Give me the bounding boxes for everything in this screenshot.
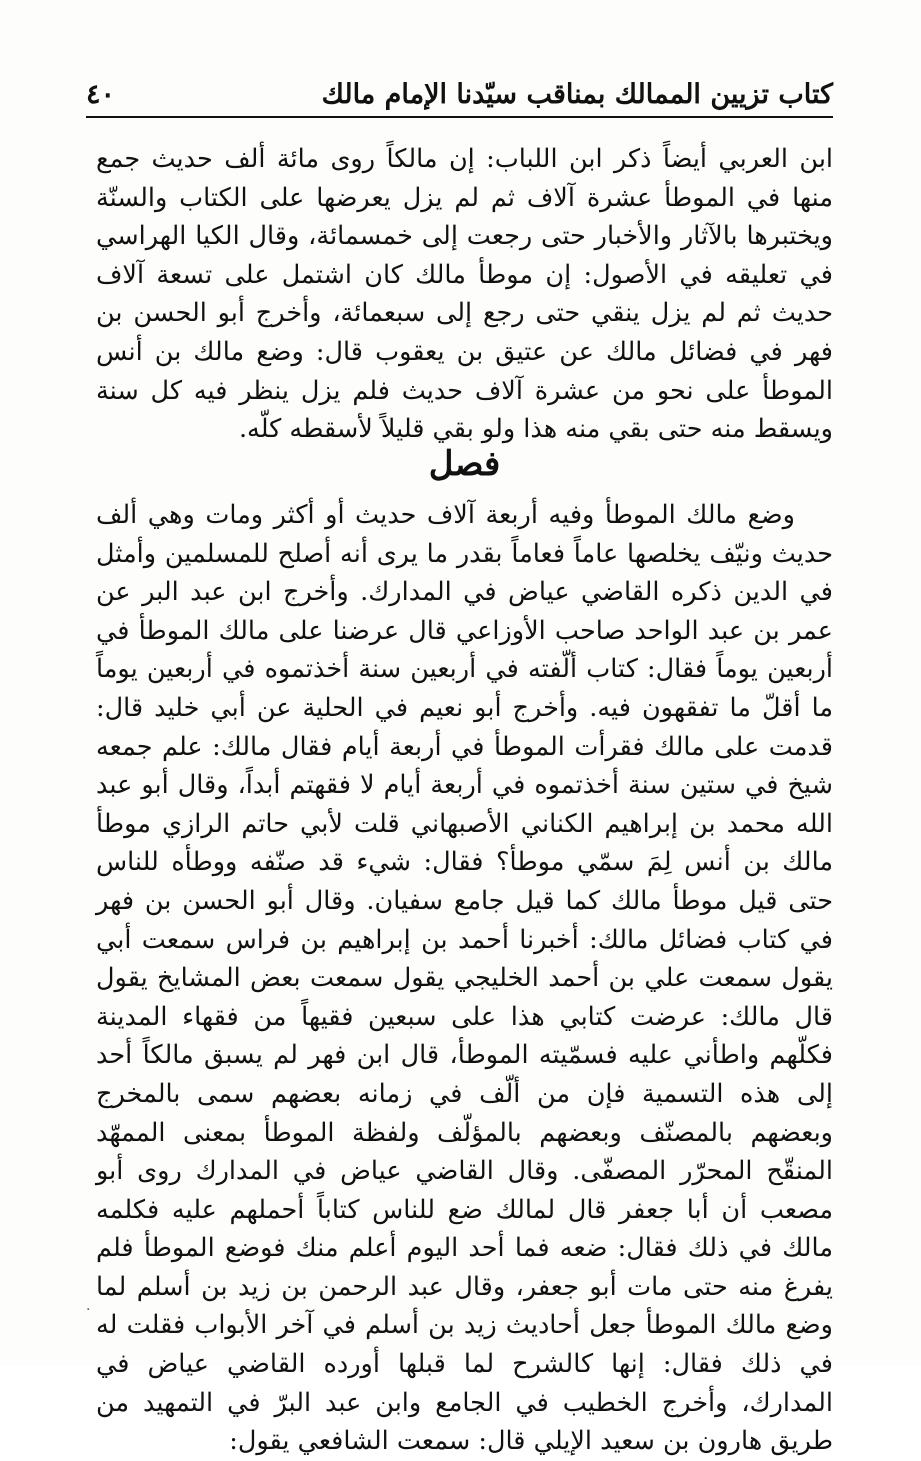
page-header — [86, 70, 833, 118]
paragraph-2-text: وضع مالك الموطأ وفيه أربعة آلاف حديث أو أكثر ومات وهي ألف حديث ونيّف يخلصها عاماً فعاماً بقدر ما يرى أنه أصلح للمسلمين وأمثل في الدين ذكره القاضي عياض في المدارك. وأخرج ابن عبد البر عن عمر بن عبد الواحد صاحب الأوزاعي قال عرضنا على مالك الموطأ في أربعين يوماً فقال: كتاب ألّفته في أربعين سنة أخذتموه في أربعين يوماً ما أقلّ ما تفقهون فيه. وأخرج أبو نعيم في الحلية عن أبي خليد قال: قدمت على مالك فقرأت الموطأ في أربعة أيام فقال مالك: علم جمعه شيخ في ستين سنة أخذتموه في أربعة أيام لا فقهتم أبداً، وقال أبو عبد الله محمد بن إبراهيم الكناني الأصبهاني قلت لأبي حاتم الرازي موطأ مالك بن أنس لِمَ سمّي موطأ؟ فقال: شيء قد صنّفه ووطأه للناس حتى قيل موطأ مالك كما قيل جامع سفيان. وقال أبو الحسن بن فهر في كتاب فضائل مالك: أخبرنا أحمد بن إبراهيم بن فراس سمعت أبي يقول سمعت علي بن أحمد الخليجي يقول سمعت بعض المشايخ يقول قال مالك: عرضت كتابي هذا على سبعين فقيهاً من فقهاء المدينة فكلّهم واطأني عليه فسمّيته الموطأ، قال ابن فهر لم يسبق مالكاً أحد إلى هذه التسمية فإن من ألّف في زمانه بعضهم سمى بالمخرج وبعضهم بالمصنّف وبعضهم بالمؤلّف ولفظة الموطأ بمعنى الممهّد المنقّح المحرّر المصفّى. وقال القاضي عياض في المدارك روى أبو مصعب أن أبا جعفر قال لمالك ضع للناس كتاباً أحملهم عليه فكلمه مالك في ذلك فقال: ضعه فما أحد اليوم أعلم منك فوضع الموطأ فلم يفرغ منه حتى مات أبو جعفر، وقال عبد الرحمن بن زيد بن أسلم لما وضع مالك الموطأ جعل أحاديث زيد بن أسلم في آخر الأبواب فقلت له في ذلك فقال: إنها كالشرح لما قبلها أورده القاضي عياض في المدارك، وأخرج الخطيب في الجامع وابن عبد البرّ في التمهيد من طريق هارون بن سعيد الإيلي قال: سمعت الشافعي يقول: — [96, 500, 833, 1457]
running-title: كتاب تزيين الممالك بمناقب سيّدنا الإمام مالك — [321, 79, 833, 110]
paragraph-2 — [96, 496, 833, 1461]
paragraph-1 — [96, 140, 833, 449]
margin-mark: . — [86, 1298, 91, 1314]
paragraph-1-text: ابن العربي أيضاً ذكر ابن اللباب: إن مالكاً روى مائة ألف حديث جمع منها في الموطأ عشرة آلاف ثم لم يزل يعرضها على الكتاب والسنّة ويختبرها بالآثار والأخبار حتى رجعت إلى خمسمائة، وقال الكيا الهراسي في تعليقه في الأصول: إن موطأ مالك كان اشتمل على تسعة آلاف حديث ثم لم يزل ينقي حتى رجع إلى سبعمائة، وأخرج أبو الحسن بن فهر في فضائل مالك عن عتيق بن يعقوب قال: وضع مالك بن أنس الموطأ على نحو من عشرة آلاف حديث فلم يزل ينظر فيه كل سنة ويسقط منه حتى بقي منه هذا ولو بقي قليلاً لأسقطه كلّه. — [96, 144, 833, 445]
page-number: ٤٠ — [86, 79, 116, 110]
section-heading: فصل — [428, 444, 501, 484]
